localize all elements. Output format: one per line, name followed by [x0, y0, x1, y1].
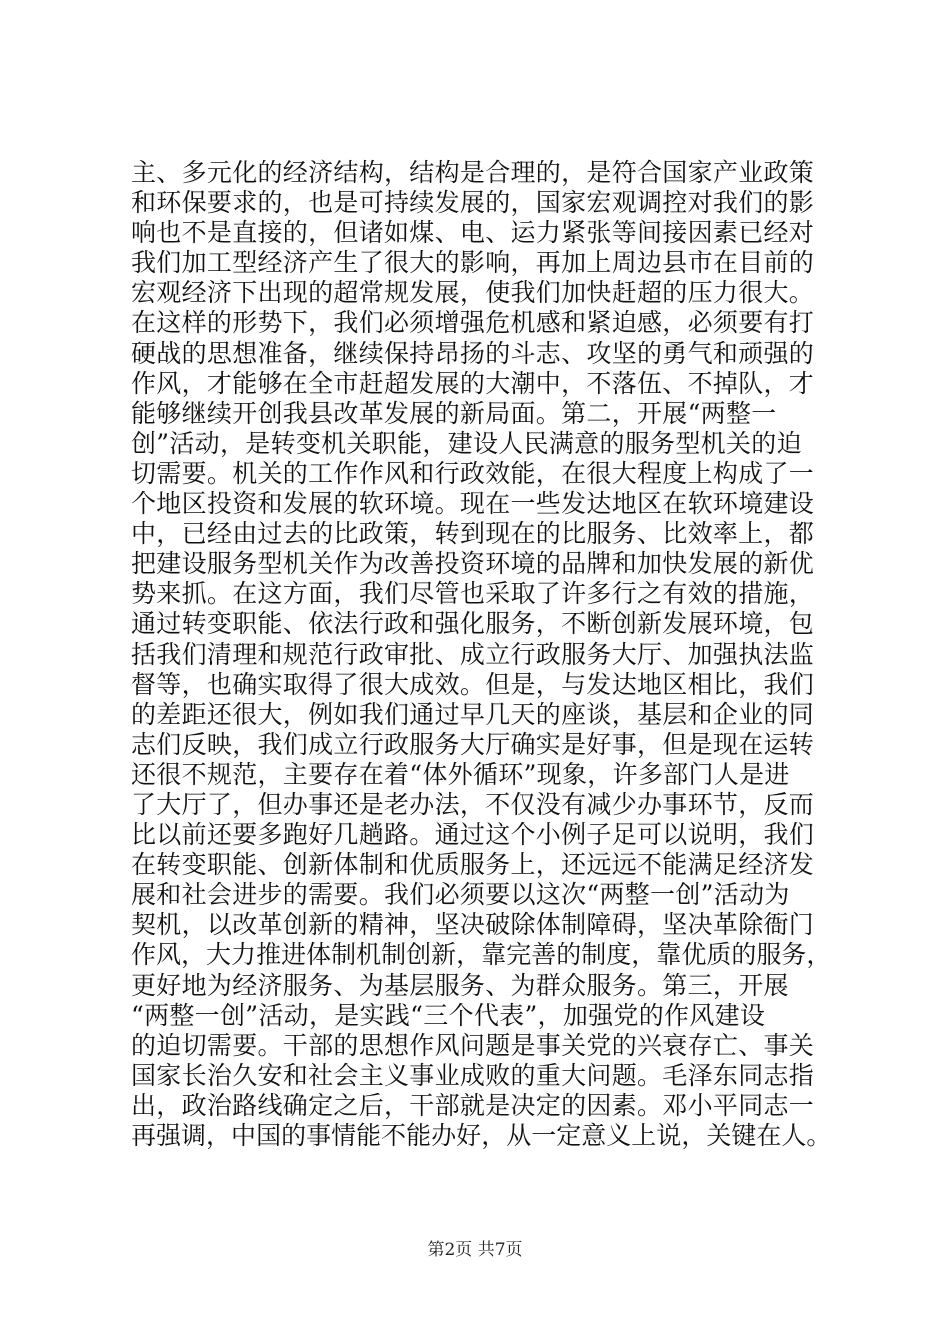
- text-line: 切需要。机关的工作作风和行政效能，在很大程度上构成了一: [131, 458, 815, 488]
- text-line: 督等，也确实取得了很大成效。但是，与发达地区相比，我们: [131, 669, 815, 699]
- text-line: 宏观经济下出现的超常规发展，使我们加快赶超的压力很大。: [131, 278, 815, 308]
- text-line: 响也不是直接的，但诸如煤、电、运力紧张等间接因素已经对: [131, 218, 815, 248]
- text-line: 中，已经由过去的比政策，转到现在的比服务、比效率上，都: [131, 519, 815, 549]
- text-line: 个地区投资和发展的软环境。现在一些发达地区在软环境建设: [131, 489, 815, 519]
- text-line: 的迫切需要。干部的思想作风问题是事关党的兴衰存亡、事关: [131, 1030, 815, 1060]
- body-text: [131, 158, 831, 1151]
- text-line: 把建设服务型机关作为改善投资环境的品牌和加快发展的新优: [131, 549, 815, 579]
- text-line: 势来抓。在这方面，我们尽管也采取了许多行之有效的措施，: [131, 579, 815, 609]
- text-line: 出，政治路线确定之后，干部就是决定的因素。邓小平同志一: [131, 1090, 815, 1120]
- text-line: “两整一创”活动，是实践“三个代表”，加强党的作风建设: [131, 1000, 766, 1030]
- text-line: 我们加工型经济产生了很大的影响，再加上周边县市在目前的: [131, 248, 815, 278]
- text-line: 括我们清理和规范行政审批、成立行政服务大厅、加强执法监: [131, 639, 815, 669]
- text-line: 在转变职能、创新体制和优质服务上，还远远不能满足经济发: [131, 850, 815, 880]
- text-line: 在这样的形势下，我们必须增强危机感和紧迫感，必须要有打: [131, 308, 815, 338]
- text-line: 作风，才能够在全市赶超发展的大潮中，不落伍、不掉队，才: [131, 368, 815, 398]
- text-line: 硬战的思想准备，继续保持昂扬的斗志、攻坚的勇气和顽强的: [131, 338, 815, 368]
- text-line: 再强调，中国的事情能不能办好，从一定意义上说，关键在人。: [131, 1121, 832, 1150]
- text-line: 了大厅了，但办事还是老办法，不仅没有减少办事环节，反而: [131, 789, 815, 819]
- text-line: 通过转变职能、依法行政和强化服务，不断创新发展环境，包: [131, 609, 815, 639]
- text-line: 还很不规范，主要存在着“体外循环”现象，许多部门人是进: [131, 759, 790, 789]
- text-line: 能够继续开创我县改革发展的新局面。第二，开展“两整一: [131, 398, 777, 428]
- text-line: 和环保要求的，也是可持续发展的，国家宏观调控对我们的影: [131, 188, 815, 218]
- text-line: 的差距还很大，例如我们通过早几天的座谈，基层和企业的同: [131, 699, 815, 729]
- text-line: 主、多元化的经济结构，结构是合理的，是符合国家产业政策: [131, 158, 815, 187]
- text-line: 作风，大力推进体制机制创新，靠完善的制度，靠优质的服务，: [131, 940, 832, 970]
- text-line: 国家长治久安和社会主义事业成败的重大问题。毛泽东同志指: [131, 1060, 815, 1090]
- text-line: 展和社会进步的需要。我们必须要以这次“两整一创”活动为: [131, 880, 790, 910]
- text-line: 更好地为经济服务、为基层服务、为群众服务。第三，开展: [131, 970, 789, 1000]
- text-line: 志们反映，我们成立行政服务大厅确实是好事，但是现在运转: [131, 729, 815, 759]
- page-number-footer: 第2页 共7页: [427, 1240, 523, 1260]
- text-line: 比以前还要多跑好几趟路。通过这个小例子足可以说明，我们: [131, 820, 815, 850]
- text-line: 创”活动，是转变机关职能，建设人民满意的服务型机关的迫: [131, 428, 802, 458]
- text-line: 契机，以改革创新的精神，坚决破除体制障碍，坚决革除衙门: [131, 910, 815, 940]
